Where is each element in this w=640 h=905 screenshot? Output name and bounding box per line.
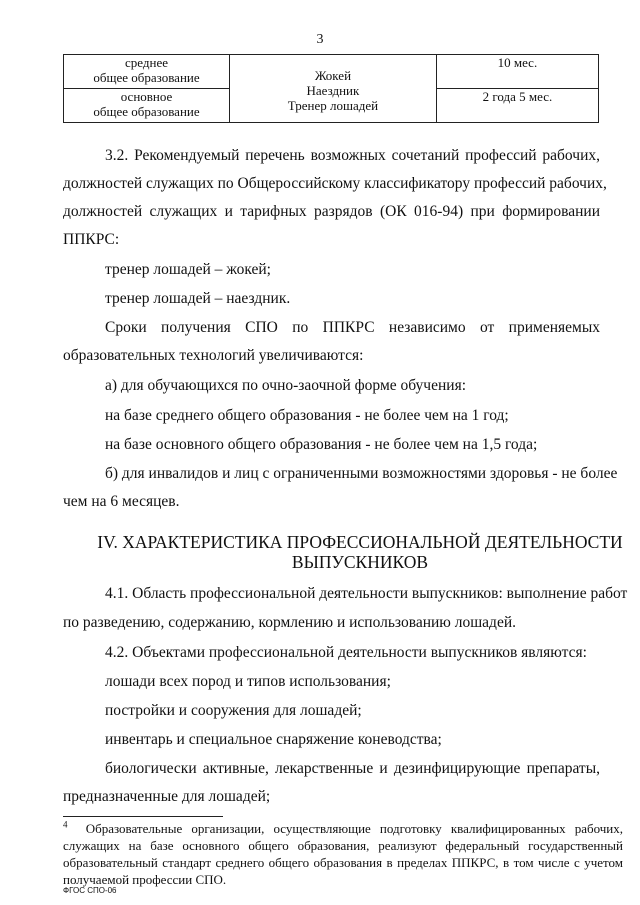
profession-name: Жокей [314,68,352,83]
paragraph-line: Сроки получения СПО по ППКРС независимо от применяемых [105,319,600,336]
paragraph-line: чем на 6 месяцев. [63,493,180,510]
footnote-line: получаемой профессии СПО. [63,872,227,887]
footnote [63,820,623,888]
paragraph-line: 3.2. Рекомендуемый перечень возможных сочетаний профессий рабочих, [105,147,600,164]
section-heading: IV. ХАРАКТЕРИСТИКА ПРОФЕССИОНАЛЬНОЙ ДЕЯТЕЛЬНОСТИ [97,532,623,552]
list-item: тренер лошадей – жокей; [105,261,271,278]
professions-cell [230,55,437,123]
footnote-line: служащих на базе основного общего образования, реализуют федеральный государственный [63,838,623,853]
programs-table [63,54,599,123]
list-item: на базе основного общего образования - не более чем на 1,5 года; [105,436,538,453]
footnote-line: образовательный стандарт среднего общего образования в пределах ППКРС, в том числе с учетом [63,855,623,870]
paragraph-line: ППКРС: [63,231,120,248]
list-item: а) для обучающихся по очно-заочной форме обучения: [105,377,467,394]
list-item: лошади всех пород и типов использования; [105,673,391,690]
paragraph-line: 4.2. Объектами профессиональной деятельности выпускников являются: [105,644,587,661]
document-stamp: ФГОС СПО-06 [63,886,117,895]
paragraph-line: образовательных технологий увеличиваются: [63,347,364,364]
footnote-rule [63,816,223,817]
education-level-cell [64,55,230,89]
education-level-line: общее образование [93,70,200,85]
page-number: 3 [316,32,324,47]
list-item: биологически активные, лекарственные и дезинфицирующие препараты, [105,760,600,777]
term-cell: 10 мес. [436,55,598,89]
list-item: тренер лошадей – наездник. [105,290,291,307]
education-level-line: общее образование [93,104,200,119]
list-item: инвентарь и специальное снаряжение коневодства; [105,731,442,748]
footnote-mark: 4 [63,819,68,830]
profession-name: Наездник [306,83,360,98]
section-heading: ВЫПУСКНИКОВ [291,552,429,572]
footnote-line [63,820,623,837]
paragraph-line: 4.1. Область профессиональной деятельности выпускников: выполнение работ [105,585,628,602]
paragraph-line: должностей служащих и тарифных разрядов (ОК 016-94) при формировании [63,203,600,220]
education-level-line: основное [120,89,173,104]
paragraph-line: должностей служащих по Общероссийскому классификатору профессий рабочих, [63,175,607,192]
paragraph-line: по разведению, содержанию, кормлению и использованию лошадей. [63,614,516,631]
table-row [64,55,599,89]
profession-name: Тренер лошадей [287,98,379,113]
education-level-cell [64,89,230,123]
list-item: б) для инвалидов и лиц с ограниченными возможностями здоровья - не более [105,465,618,482]
footnote-text: Образовательные организации, осуществляющие подготовку квалифицированных рабочих, [85,821,623,836]
list-item: на базе среднего общего образования - не более чем на 1 год; [105,407,509,424]
education-level-line: среднее [125,55,168,70]
paragraph-line: предназначенные для лошадей; [63,788,271,805]
term-cell: 2 года 5 мес. [436,89,598,123]
list-item: постройки и сооружения для лошадей; [105,702,362,719]
